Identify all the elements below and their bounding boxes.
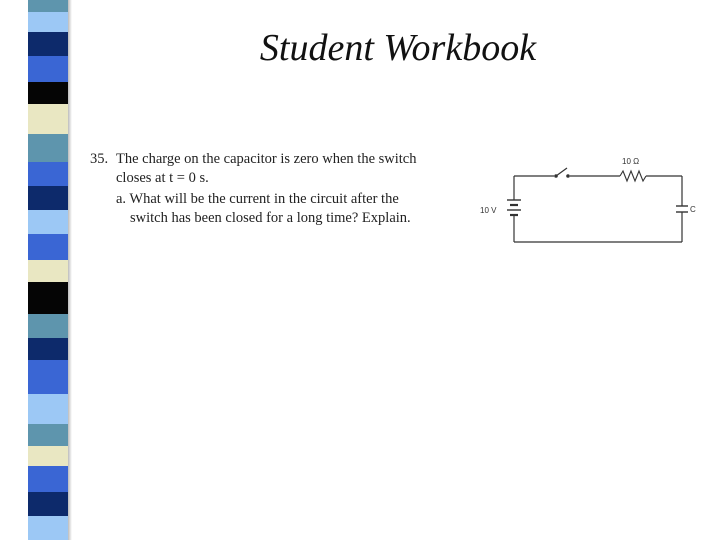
stripe-band xyxy=(28,186,68,210)
resistor xyxy=(620,171,646,181)
problem-block xyxy=(72,142,450,418)
stripe-band xyxy=(28,82,68,104)
stripe-band xyxy=(28,424,68,446)
decorative-stripe xyxy=(28,0,68,540)
problem-statement-line xyxy=(90,150,450,169)
stripe-band xyxy=(28,338,68,360)
stripe-band xyxy=(28,516,68,540)
stripe-band xyxy=(28,210,68,234)
stripe-band xyxy=(28,446,68,466)
stripe-band xyxy=(28,162,68,186)
capacitor-label: C xyxy=(690,205,696,214)
stripe-band xyxy=(28,0,68,12)
slide-title: Student Workbook xyxy=(259,27,537,69)
stripe-band xyxy=(28,314,68,338)
problem-line-1: The charge on the capacitor is zero when the switch xyxy=(116,151,417,167)
stripe-band xyxy=(28,394,68,424)
stripe-band xyxy=(28,282,68,314)
battery-label: 10 V xyxy=(480,206,497,215)
stripe-band xyxy=(28,104,68,134)
problem-number: 35. xyxy=(90,151,109,167)
switch-arm xyxy=(556,168,567,176)
problem-text xyxy=(90,150,450,228)
rc-circuit-diagram xyxy=(472,150,712,254)
stripe-band xyxy=(28,492,68,516)
stripe-band xyxy=(28,360,68,394)
resistor-label: 10 Ω xyxy=(622,157,640,166)
stripe-band xyxy=(28,234,68,260)
stripe-band xyxy=(28,260,68,282)
stripe-band xyxy=(28,466,68,492)
problem-line-2: closes at t = 0 s. xyxy=(116,170,209,186)
part-a-line-1: a. What will be the current in the circuit after the xyxy=(116,191,399,207)
part-a-line-2: switch has been closed for a long time? Explain. xyxy=(130,210,411,226)
stripe-band xyxy=(28,134,68,162)
switch-contact xyxy=(566,174,570,178)
